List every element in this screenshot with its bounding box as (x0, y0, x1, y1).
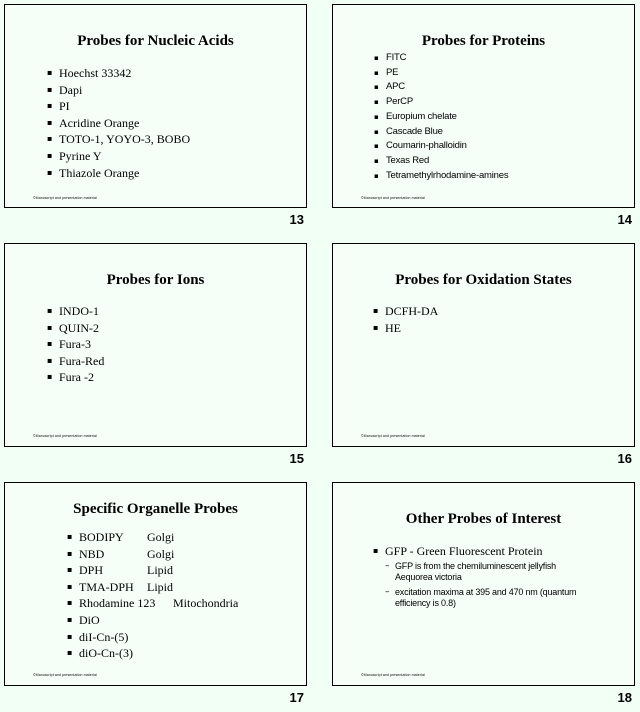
slide-footer: ©Manuscript and presentation material (33, 673, 97, 677)
probe-target: Mitochondria (173, 596, 239, 611)
slide-18 (332, 482, 635, 686)
list-item: ▪ INDO-1 (47, 303, 104, 320)
list-item: ▪ APC (374, 80, 508, 95)
probe-name: TMA-DPH (79, 579, 134, 594)
slide-footer: ©Manuscript and presentation material (33, 434, 97, 438)
list-item: ▪ HE (373, 320, 438, 337)
list-item: ▪ DCFH-DA (373, 303, 438, 320)
list-item: ▪ TOTO-1, YOYO-3, BOBO (47, 131, 190, 148)
list-item (373, 543, 603, 609)
page-number: 17 (289, 690, 304, 705)
list-item: ▪ Thiazole Orange (47, 165, 190, 182)
page-number: 16 (617, 451, 632, 466)
slide-13 (4, 4, 307, 208)
probe-name: diI-Cn-(5) (79, 629, 129, 644)
probe-name: Rhodamine 123 (79, 596, 156, 611)
sub-bullet-list (385, 561, 595, 609)
sub-list-item: – excitation maxima at 395 and 470 nm (quantum efficiency is 0.8) (385, 587, 595, 609)
probe-name: DiO (79, 612, 100, 627)
slide-16 (332, 243, 635, 447)
page-number: 15 (289, 451, 304, 466)
organelle-probe-list (67, 529, 297, 662)
probe-target: Golgi (147, 546, 175, 561)
probe-name: NBD (79, 546, 105, 561)
list-item: ▪ Tetramethylrhodamine-amines (374, 169, 508, 184)
bullet-list (373, 543, 603, 609)
slide-footer: ©Manuscript and presentation material (361, 196, 425, 200)
list-item: ▪ Europium chelate (374, 110, 508, 125)
probe-name: diO-Cn-(3) (79, 646, 133, 661)
bullet-list (47, 65, 190, 181)
probe-target: Lipid (147, 563, 173, 578)
list-item: ▪ Fura-3 (47, 336, 104, 353)
table-row (67, 546, 297, 563)
list-item: ▪ Hoechst 33342 (47, 65, 190, 82)
slide-title: Specific Organelle Probes (73, 501, 238, 517)
list-item: ▪ Cascade Blue (374, 125, 508, 140)
list-item: ▪ Texas Red (374, 154, 508, 169)
slide-title: Other Probes of Interest (405, 511, 562, 527)
slide-footer: ©Manuscript and presentation material (361, 673, 425, 677)
table-row (67, 629, 297, 646)
list-item-label: GFP - Green Fluorescent Protein (385, 544, 543, 558)
slide-15 (4, 243, 307, 447)
table-row (67, 595, 297, 612)
slide-title: Probes for Proteins (421, 33, 546, 49)
page-number: 14 (617, 212, 632, 227)
slide-14 (332, 4, 635, 208)
list-item: ▪ Pyrine Y (47, 148, 190, 165)
table-row (67, 645, 297, 662)
probe-target: Golgi (147, 530, 175, 544)
list-item: ▪ PI (47, 98, 190, 115)
bullet-list (47, 303, 104, 386)
bullet-list (374, 51, 508, 183)
probe-name: BODIPY (79, 530, 124, 544)
list-item: ▪ QUIN-2 (47, 320, 104, 337)
slide-footer: ©Manuscript and presentation material (361, 434, 425, 438)
bullet-list (373, 303, 438, 336)
list-item: ▪ Fura -2 (47, 369, 104, 386)
sub-list-item: – GFP is from the chemiluminescent jellyfish Aequorea victoria (385, 561, 595, 583)
table-row (67, 562, 297, 579)
slide-title: Probes for Ions (106, 272, 205, 288)
list-item: ▪ PerCP (374, 95, 508, 110)
list-item: ▪ Acridine Orange (47, 115, 190, 132)
list-item: ▪ PE (374, 66, 508, 81)
table-row (67, 612, 297, 629)
list-item: ▪ Fura-Red (47, 353, 104, 370)
probe-target: Lipid (147, 579, 173, 594)
slide-footer: ©Manuscript and presentation material (33, 196, 97, 200)
slide-17 (4, 482, 307, 686)
probe-name: DPH (79, 563, 104, 578)
list-item: ▪ FITC (374, 51, 508, 66)
table-row (67, 579, 297, 596)
page-number: 13 (289, 212, 304, 227)
slide-title: Probes for Nucleic Acids (77, 33, 234, 49)
list-item: ▪ Coumarin-phalloidin (374, 139, 508, 154)
page-number: 18 (617, 690, 632, 705)
table-row (67, 529, 297, 546)
list-item: ▪ Dapi (47, 82, 190, 99)
slide-title: Probes for Oxidation States (395, 272, 572, 288)
